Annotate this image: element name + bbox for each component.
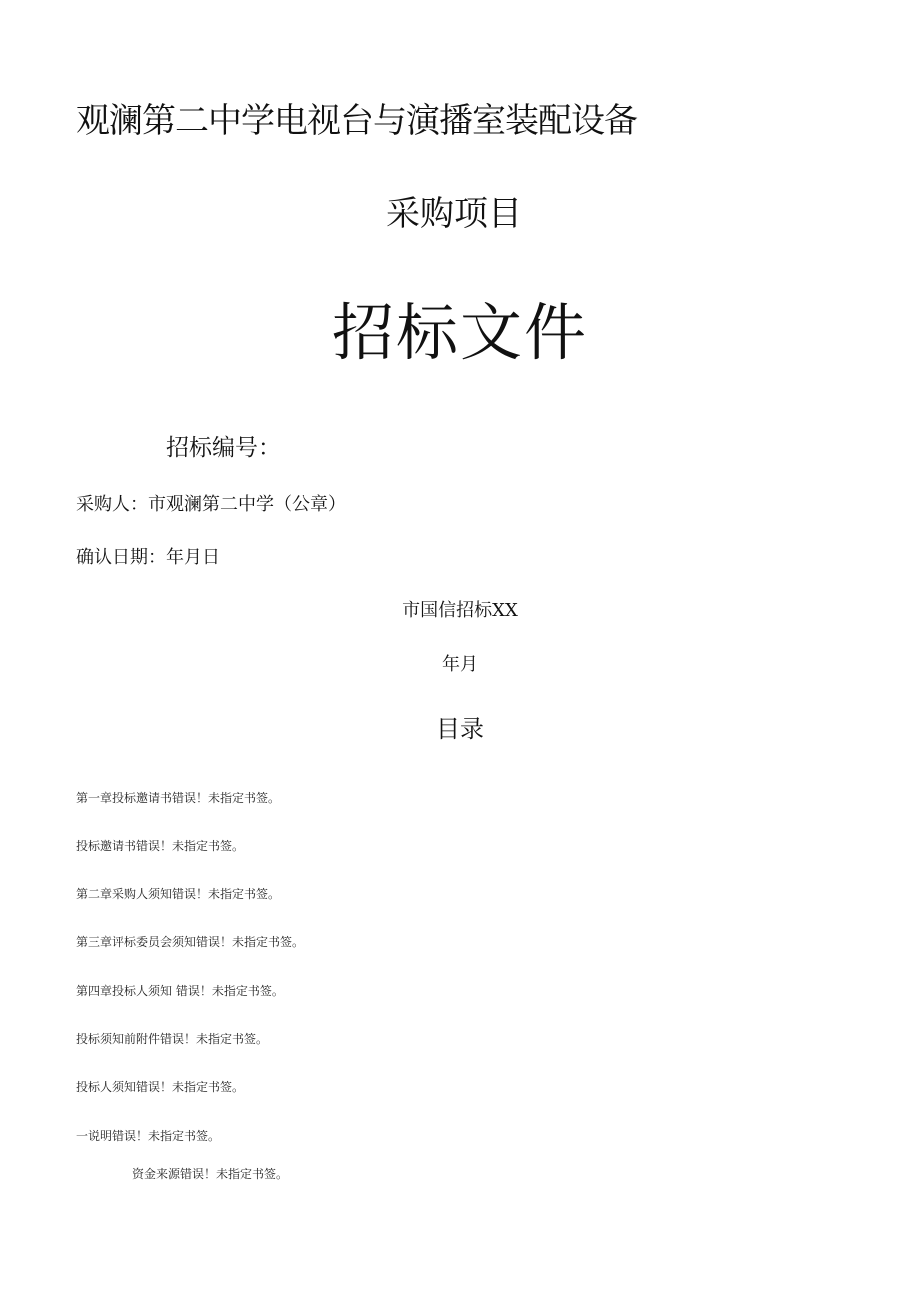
toc-item[interactable]: 投标须知前附件错误！未指定书签。 [76, 1032, 269, 1046]
toc-item[interactable]: 第四章投标人须知 错误！未指定书签。 [76, 984, 284, 998]
project-title: 观澜第二中学电视台与演播室装配设备 [76, 101, 637, 141]
toc-item[interactable]: 第二章采购人须知错误！未指定书签。 [76, 887, 281, 901]
toc-item[interactable]: 资金来源错误！未指定书签。 [132, 1167, 289, 1181]
agency-name: 市国信招标XX [402, 600, 518, 621]
bid-number-label: 招标编号： [166, 435, 281, 461]
toc-item[interactable]: 第三章评标委员会须知错误！未指定书签。 [76, 935, 305, 949]
toc-item[interactable]: 一说明错误！未指定书签。 [76, 1129, 221, 1143]
document-type-heading: 招标文件 [331, 296, 588, 369]
issue-date: 年月 [442, 654, 478, 675]
project-subtitle: 采购项目 [386, 194, 522, 234]
purchaser-line: 采购人：市观澜第二中学（公章） [76, 494, 346, 515]
toc-item[interactable]: 第一章投标邀请书错误！未指定书签。 [76, 791, 281, 805]
confirm-date-line: 确认日期：年月日 [76, 547, 220, 568]
toc-item[interactable]: 投标邀请书错误！未指定书签。 [76, 839, 245, 853]
toc-title: 目录 [436, 715, 484, 743]
toc-item[interactable]: 投标人须知错误！未指定书签。 [76, 1080, 245, 1094]
